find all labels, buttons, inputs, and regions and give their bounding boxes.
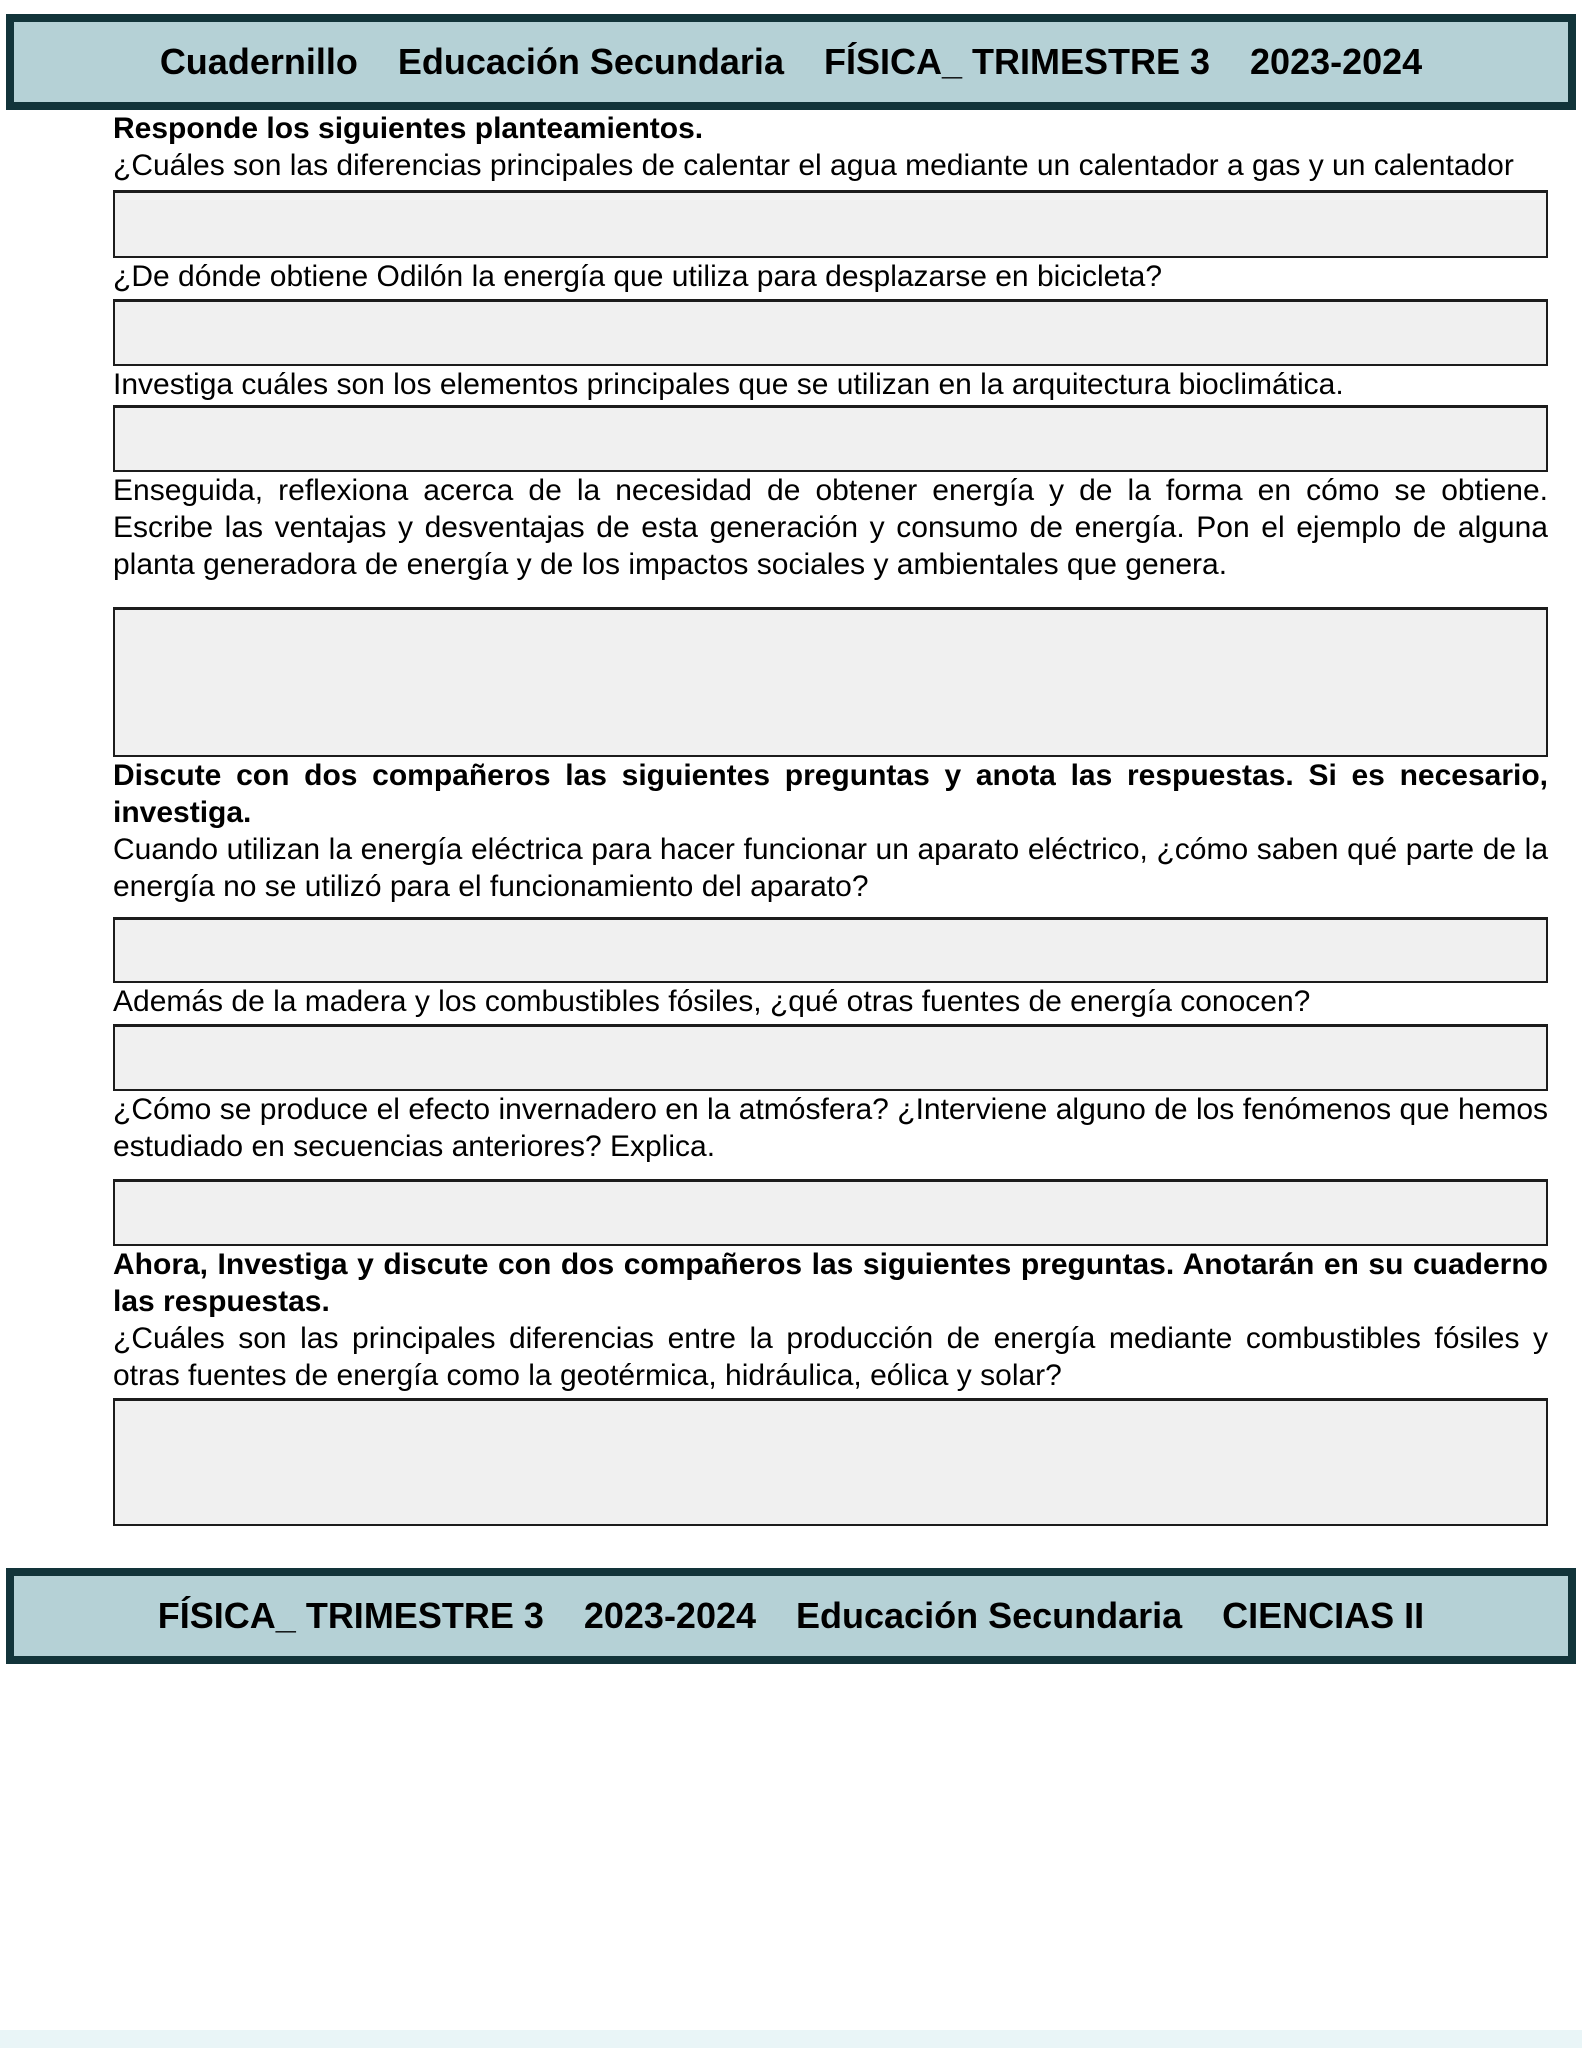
page-bottom-strip — [0, 2030, 1582, 2048]
answer-box-odilon[interactable] — [113, 299, 1548, 366]
question-odilon-bicicleta: ¿De dónde obtiene Odilón la energía que utiliza para desplazarse en bicicleta? — [113, 260, 1163, 293]
header-banner — [6, 14, 1576, 110]
question-efecto-invernadero: ¿Cómo se produce el efecto invernadero en la atmósfera? ¿Interviene alguno de los fenómenos que hemos estudiado en secuencias anteriores? Explica. — [113, 1093, 1548, 1163]
paragraph-reflexion-energia: Enseguida, reflexiona acerca de la necesidad de obtener energía y de la forma en cómo se obtiene. Escribe las ventajas y desventajas de esta generación y consumo de energía. Pon el ejemplo de alguna planta generadora de energía y de los impactos sociales y ambientales que genera. — [113, 474, 1548, 581]
answer-box-arquitectura[interactable] — [113, 405, 1548, 472]
question-arquitectura-bioclimatica: Investiga cuáles son los elementos principales que se utilizan en la arquitectura bioclimática. — [113, 368, 1344, 401]
answer-box-reflexion[interactable] — [113, 607, 1548, 757]
footer-banner — [6, 1568, 1576, 1664]
answer-box-energia-no-utilizada[interactable] — [113, 917, 1548, 983]
instruction-ahora-investiga: Ahora, Investiga y discute con dos compañeros las siguientes preguntas. Anotarán en su cuaderno las respuestas. — [113, 1248, 1548, 1318]
answer-box-otras-fuentes[interactable] — [113, 1024, 1548, 1091]
answer-box-efecto-invernadero[interactable] — [113, 1179, 1548, 1246]
question-diferencias-produccion: ¿Cuáles son las principales diferencias entre la producción de energía mediante combustibles fósiles y otras fuentes de energía como la geotérmica, hidráulica, eólica y solar? — [113, 1322, 1548, 1392]
answer-box-calentador[interactable] — [113, 190, 1548, 258]
footer-title: FÍSICA_ TRIMESTRE 3 2023-2024 Educación Secundaria CIENCIAS II — [157, 1595, 1425, 1636]
answer-box-diferencias-produccion[interactable] — [113, 1398, 1548, 1526]
worksheet-content — [0, 110, 1582, 1526]
question-otras-fuentes: Además de la madera y los combustibles fósiles, ¿qué otras fuentes de energía conocen? — [113, 985, 1311, 1018]
header-title: Cuadernillo Educación Secundaria FÍSICA_ TRIMESTRE 3 2023-2024 — [159, 41, 1423, 82]
question-calentador-gas: ¿Cuáles son las diferencias principales de calentar el agua mediante un calentador a gas y un calentador — [113, 149, 1514, 182]
instruction-responde: Responde los siguientes planteamientos. — [113, 112, 704, 145]
instruction-discute: Discute con dos compañeros las siguientes preguntas y anota las respuestas. Si es necesario, investiga. — [113, 759, 1548, 829]
question-energia-no-utilizada: Cuando utilizan la energía eléctrica para hacer funcionar un aparato eléctrico, ¿cómo saben qué parte de la energía no se utilizó para el funcionamiento del aparato? — [113, 833, 1548, 903]
